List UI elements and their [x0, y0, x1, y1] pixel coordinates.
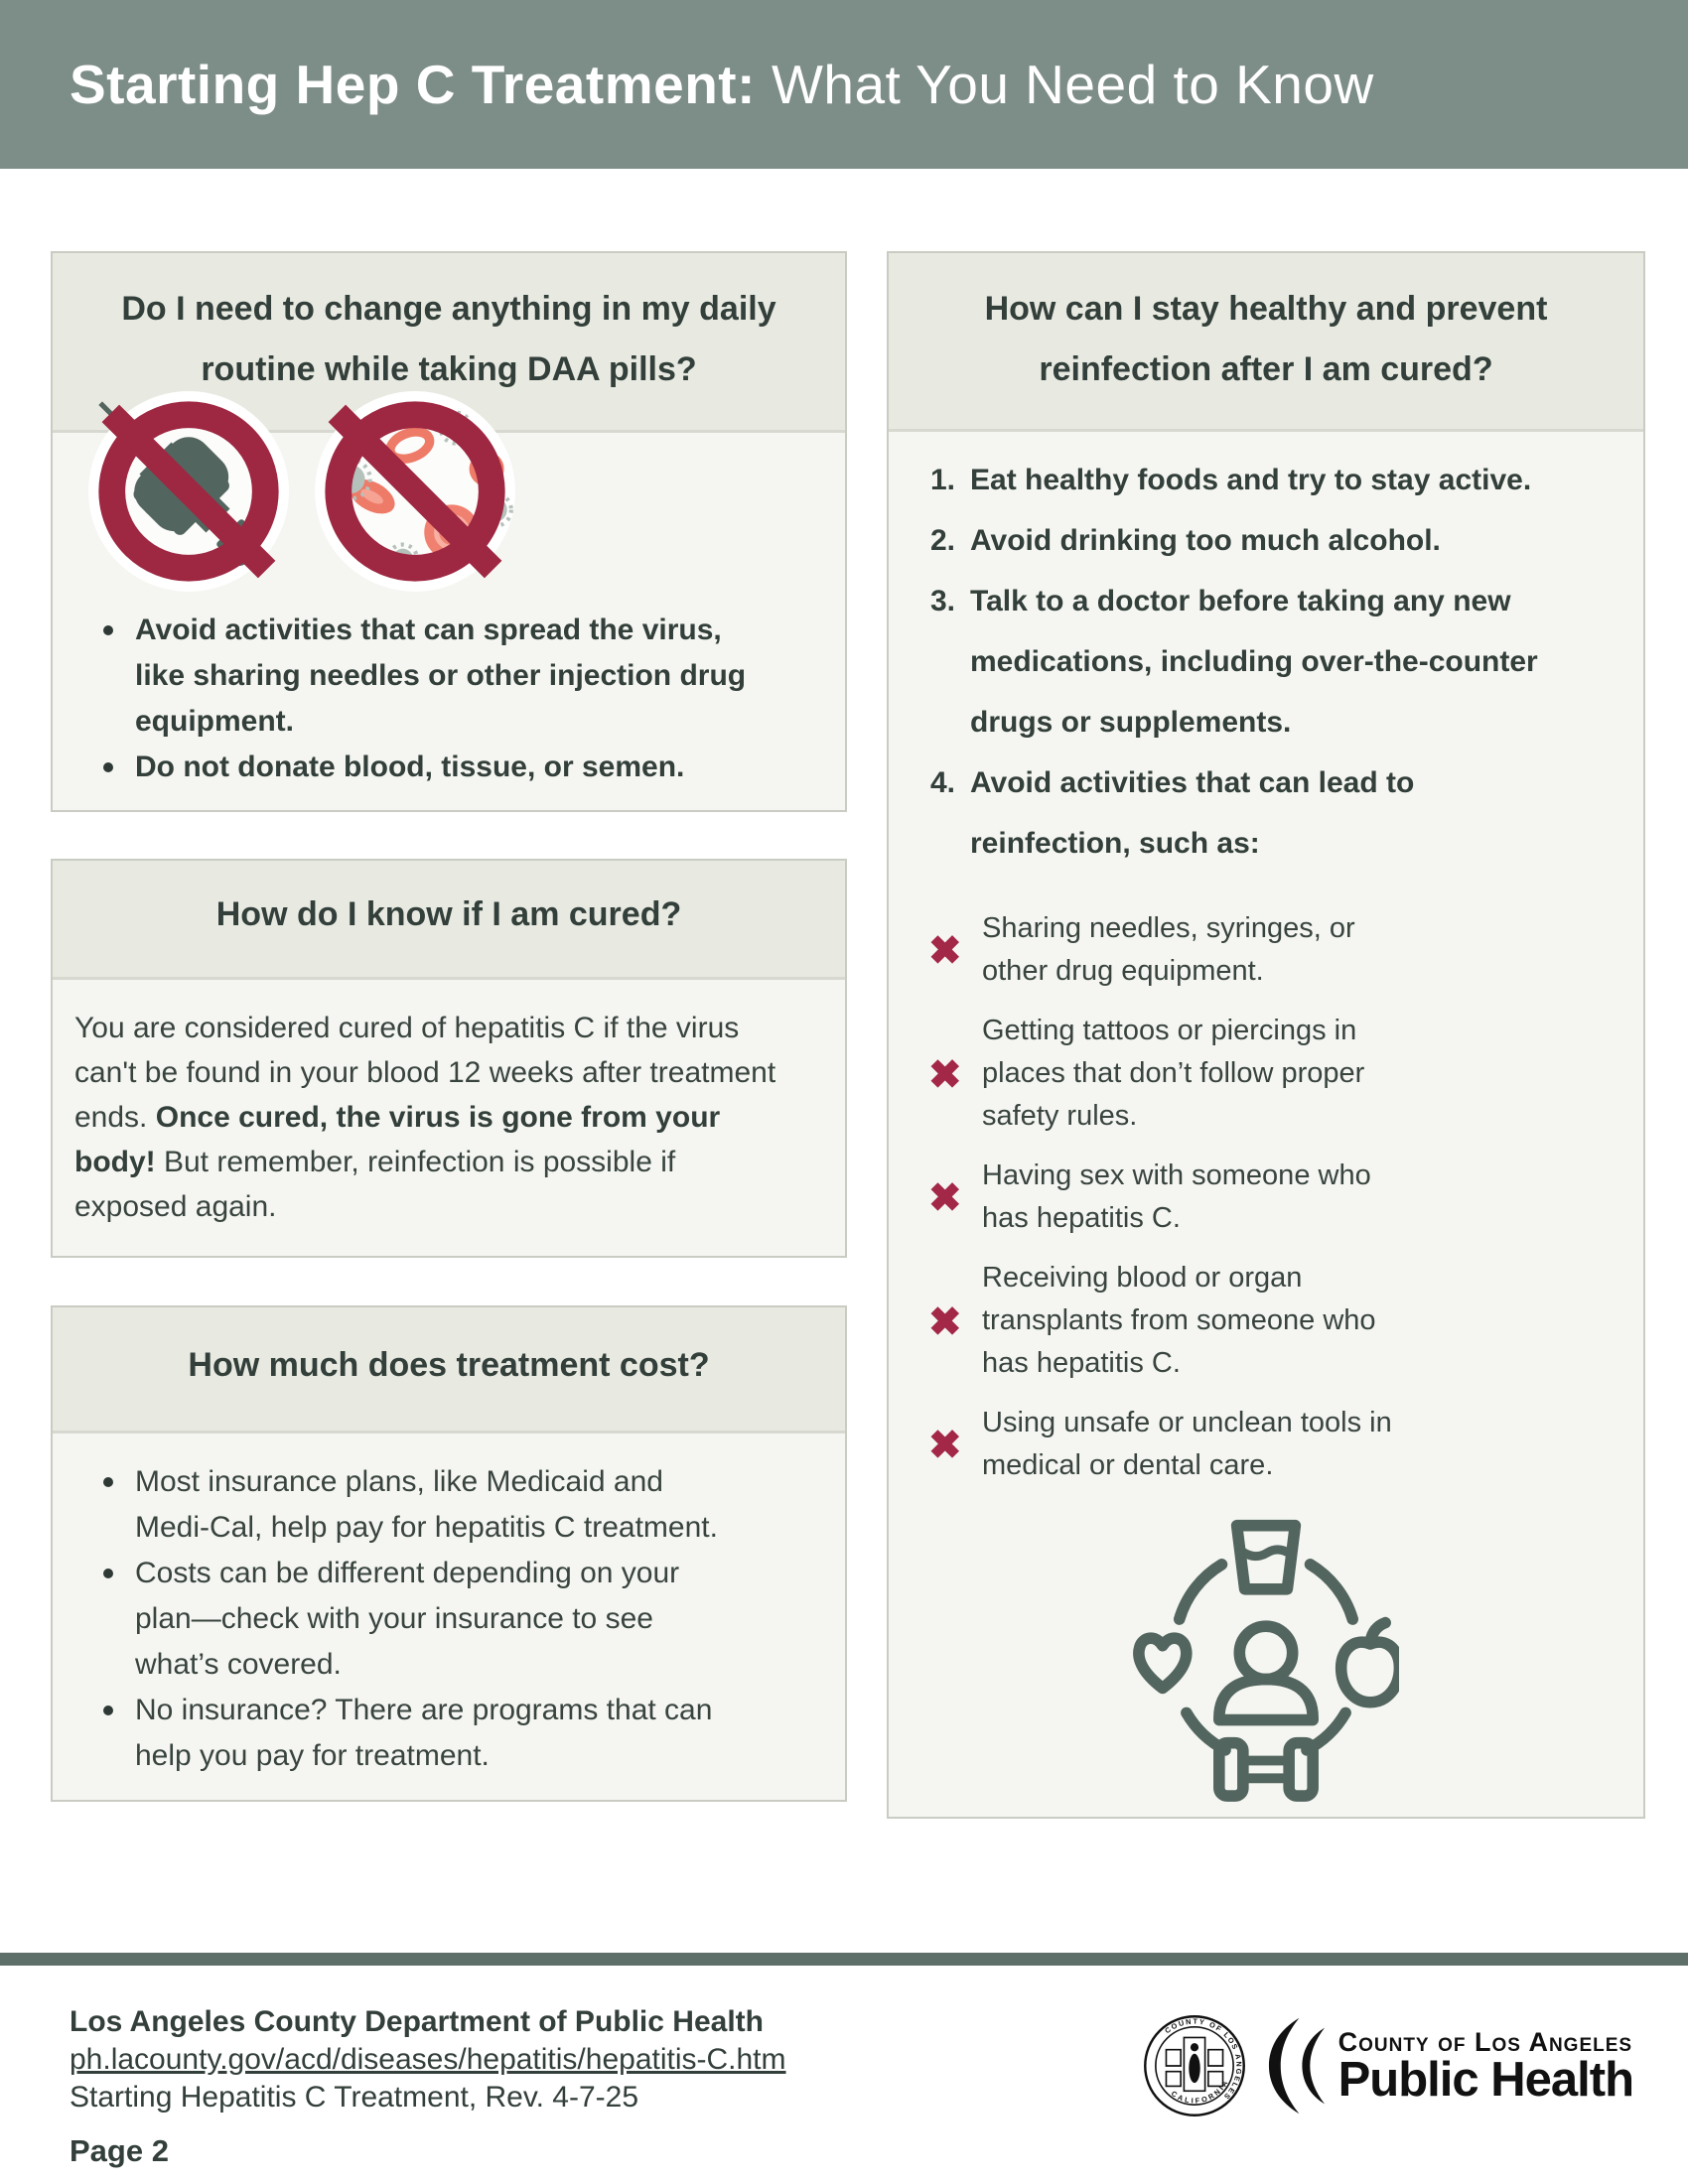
list-item: ✖ Having sex with someone who has hepatitis C. — [928, 1160, 1371, 1234]
no-blood-contact-icon — [313, 389, 517, 594]
footer — [0, 1953, 1688, 2170]
list-item: ✖ Sharing needles, syringes, or other drug equipment. — [928, 912, 1355, 987]
card-title: How can I stay healthy and prevent reinfection after I am cured? — [984, 290, 1548, 388]
list-item: 2. Avoid drinking too much alcohol. — [930, 524, 1441, 557]
stay-healthy-card — [887, 251, 1645, 1819]
list-item: 1. Eat healthy foods and try to stay active. — [930, 464, 1532, 496]
list-item: Do not donate blood, tissue, or semen. — [101, 745, 817, 790]
healthy-lifestyle-icon — [1133, 1515, 1399, 1805]
healthy-lifestyle-icon-wrap — [889, 1515, 1643, 1805]
public-health-profiles-icon — [1265, 2016, 1329, 2116]
daa-routine-bullet-list — [101, 608, 817, 790]
cured-card-paragraph: You are considered cured of hepatitis C if the virus can't be found in your blood 12 weeks after treatment ends. Once cured, the virus is gone from your body! But remember, reinfection is possible if exposed again. — [74, 1012, 776, 1223]
stay-healthy-card-header — [889, 253, 1643, 432]
list-item: ✖ Receiving blood or organ transplants from someone who has hepatitis C. — [928, 1262, 1376, 1379]
bullet-dot-icon — [103, 1477, 113, 1487]
card-title: How do I know if I am cured? — [215, 895, 682, 933]
list-item: Costs can be different depending on your plan—check with your insurance to see what’s covered. — [101, 1551, 817, 1688]
card-title: Do I need to change anything in my daily routine while taking DAA pills? — [121, 290, 776, 388]
page-title-banner — [0, 0, 1688, 169]
la-county-seal-icon — [1142, 2013, 1247, 2118]
cured-card-header — [53, 861, 845, 980]
treatment-cost-card — [51, 1305, 847, 1802]
prohibition-icons-row — [86, 389, 845, 594]
svg-text:COUNTY OF LOS ANGELES: COUNTY OF LOS ANGELES — [1162, 2016, 1244, 2103]
footer-doc-title: Starting Hepatitis C Treatment, Rev. 4-7-25 — [70, 2081, 639, 2114]
card-title: How much does treatment cost? — [188, 1346, 710, 1384]
right-column — [887, 251, 1645, 1819]
list-item: 3. Talk to a doctor before taking any new medications, including over-the-counter drugs or supplements. — [930, 585, 1538, 739]
footer-text-block — [70, 2003, 786, 2170]
bullet-dot-icon — [103, 1706, 113, 1715]
x-mark-icon: ✖ — [928, 929, 962, 973]
logo-county-line: County of Los Angeles — [1337, 2027, 1633, 2057]
bullet-dot-icon — [103, 762, 113, 772]
reinfection-risk-list — [928, 907, 1614, 1487]
page-number: Page 2 — [70, 2133, 169, 2168]
footer-url-link[interactable]: ph.lacounty.gov/acd/diseases/hepatitis/hepatitis-C.htm — [70, 2043, 786, 2076]
stay-healthy-numbered-list — [930, 450, 1608, 874]
x-mark-icon: ✖ — [928, 1176, 962, 1220]
list-item: 4. Avoid activities that can lead to reinfection, such as: — [930, 766, 1415, 860]
cured-card — [51, 859, 847, 1258]
content-columns — [0, 169, 1688, 1819]
no-sharing-needles-icon — [86, 389, 291, 594]
page-title-bold: Starting Hep C Treatment: — [70, 54, 756, 115]
svg-text:CALIFORNIA: CALIFORNIA — [1169, 2077, 1231, 2106]
x-mark-icon: ✖ — [928, 1052, 962, 1097]
list-item: Avoid activities that can spread the virus, like sharing needles or other injection drug equipment. — [101, 608, 817, 745]
footer-logos — [1142, 2013, 1633, 2118]
list-item: ✖ Using unsafe or unclean tools in medical or dental care. — [928, 1407, 1392, 1481]
bullet-dot-icon — [103, 625, 113, 635]
left-column — [51, 251, 847, 1819]
x-mark-icon: ✖ — [928, 1424, 962, 1467]
footer-divider-bar — [0, 1953, 1688, 1966]
daa-routine-card — [51, 251, 847, 812]
footer-org-name: Los Angeles County Department of Public Health — [70, 2005, 764, 2038]
logo-public-health-line: Public Health — [1337, 2053, 1633, 2107]
list-item: ✖ Getting tattoos or piercings in places that don’t follow proper safety rules. — [928, 1015, 1365, 1132]
treatment-cost-bullet-list — [101, 1459, 817, 1779]
bullet-dot-icon — [103, 1569, 113, 1578]
public-health-logo — [1265, 2016, 1633, 2116]
x-mark-icon: ✖ — [928, 1299, 962, 1344]
list-item: Most insurance plans, like Medicaid and Medi-Cal, help pay for hepatitis C treatment. — [101, 1459, 817, 1551]
list-item: No insurance? There are programs that can help you pay for treatment. — [101, 1688, 817, 1779]
treatment-cost-card-header — [53, 1307, 845, 1433]
page-title-regular: What You Need to Know — [771, 54, 1374, 115]
